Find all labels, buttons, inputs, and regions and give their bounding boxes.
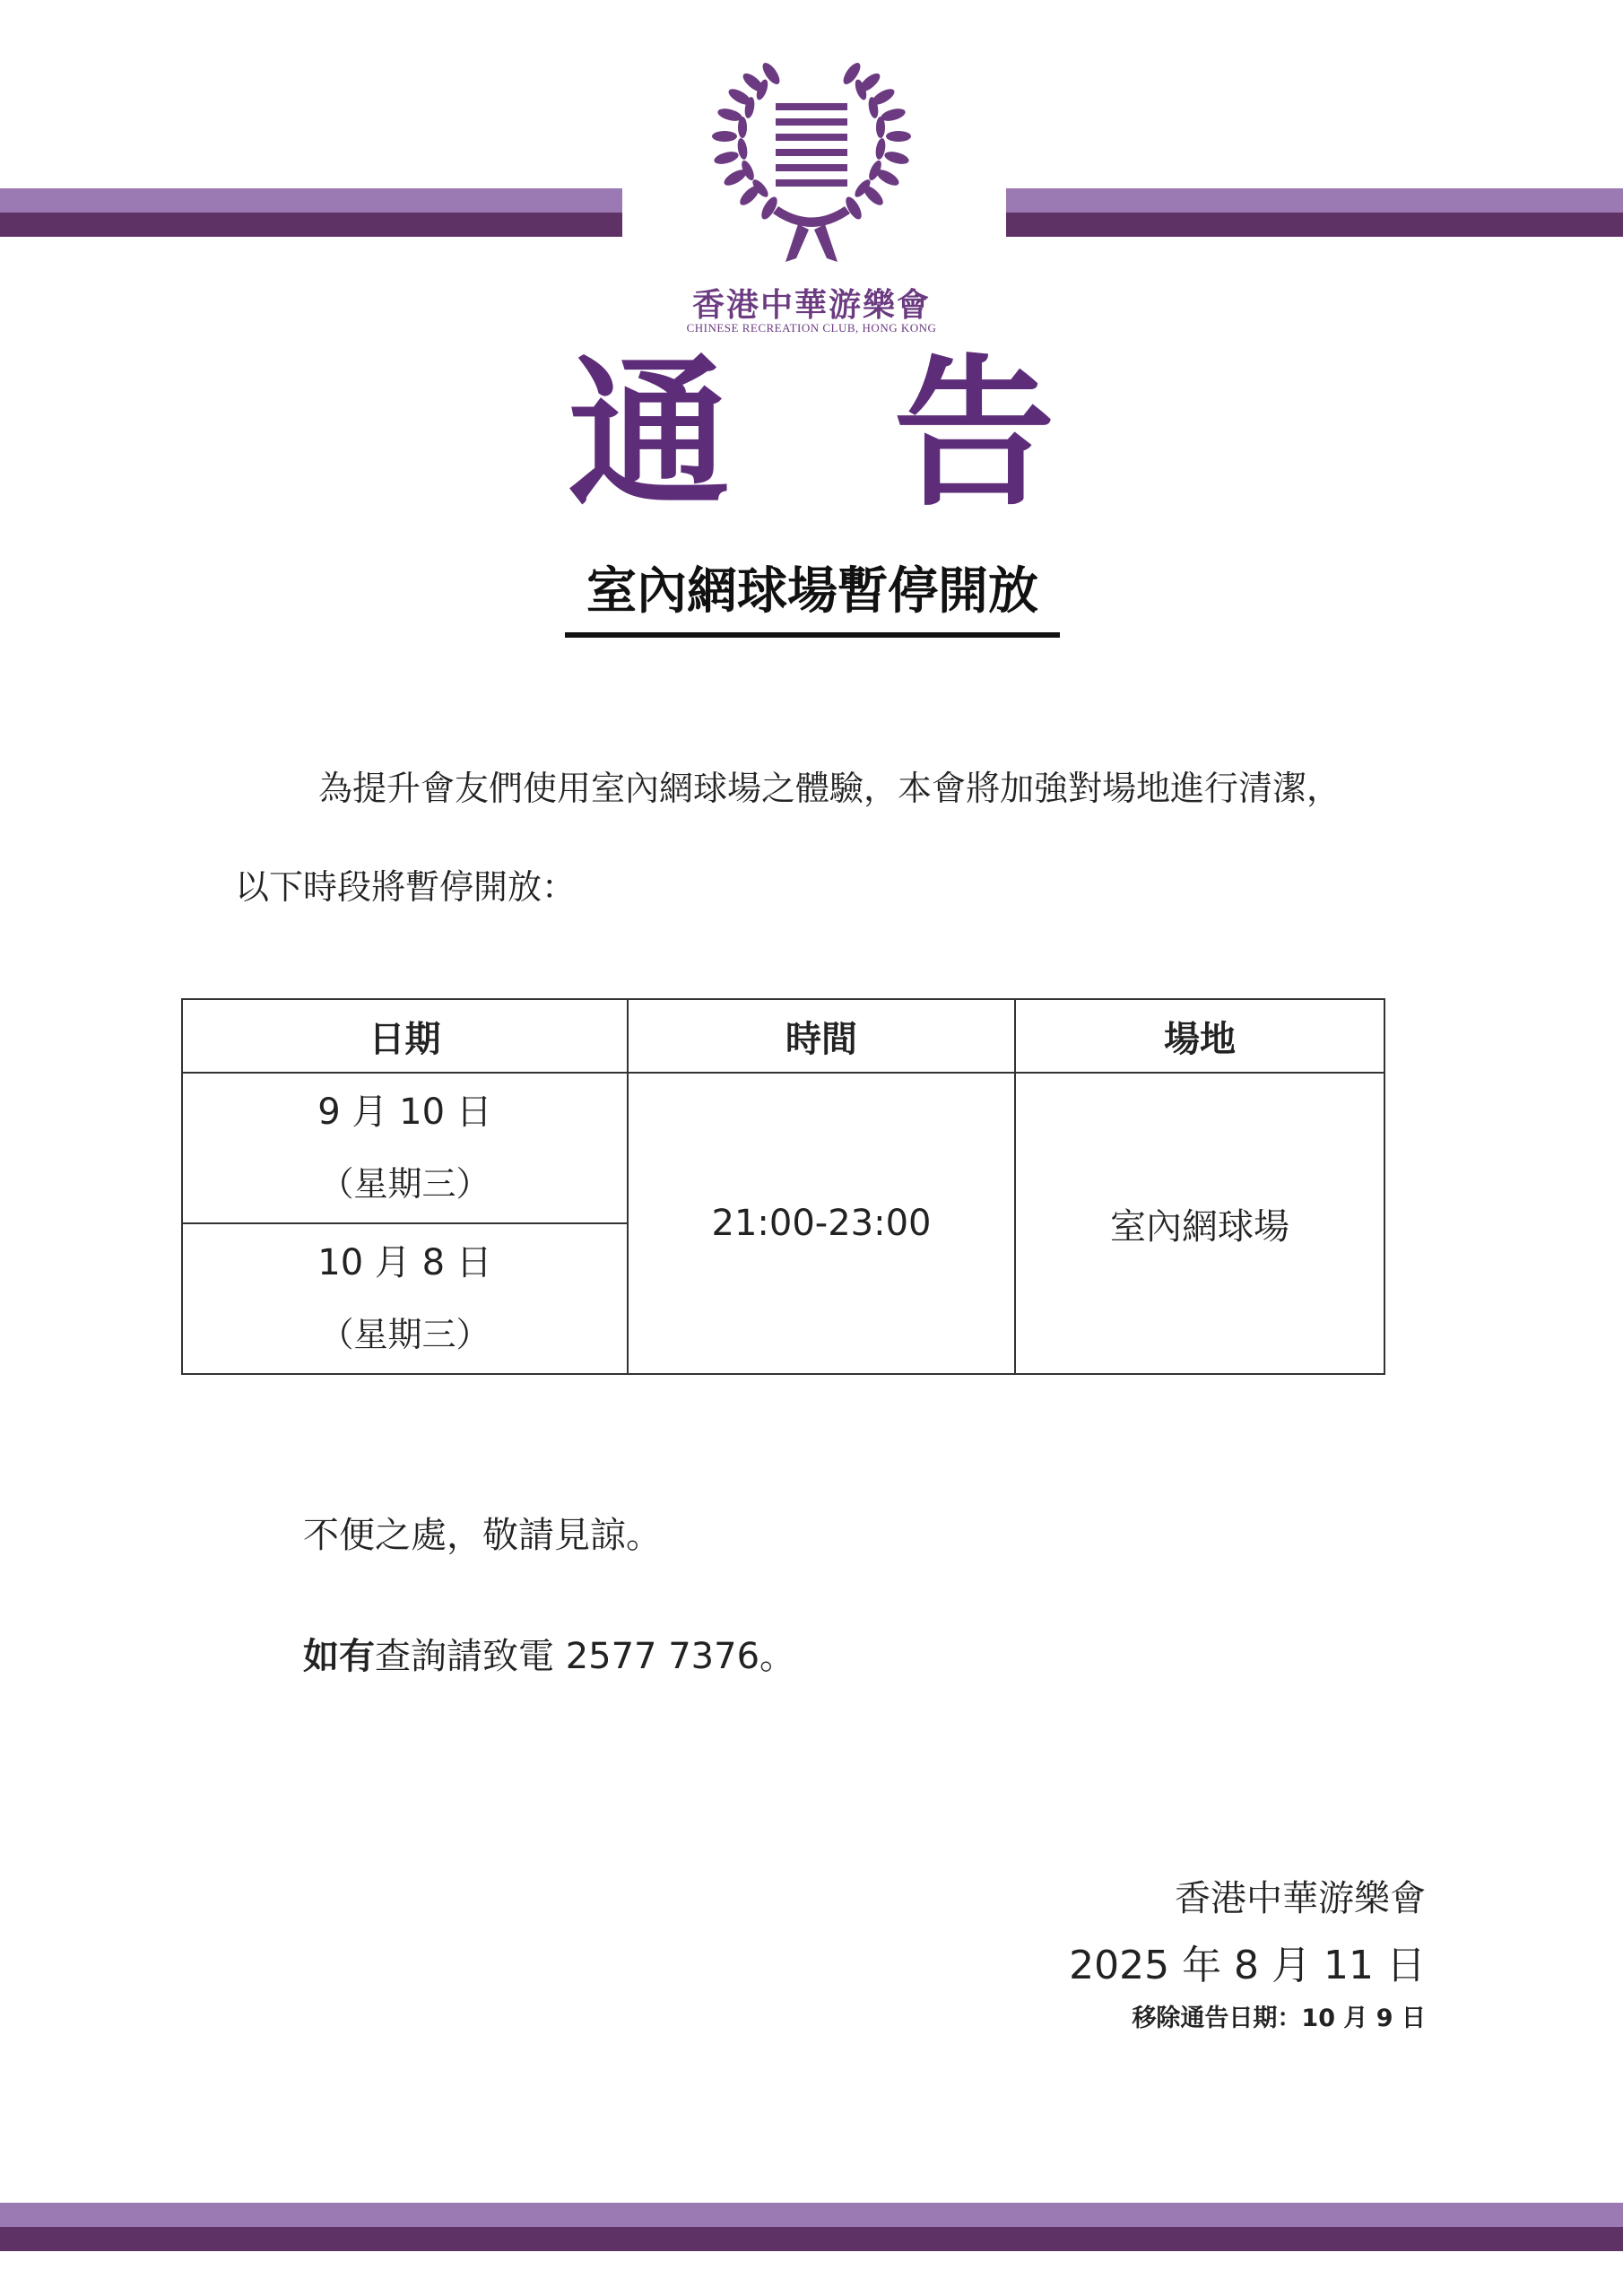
weekday-value: （星期三） xyxy=(319,1164,490,1204)
date-cell-2 xyxy=(182,1223,628,1374)
enquiry-phone: 查詢請致電 2577 7376。 xyxy=(375,1636,796,1677)
notice-subject: 室內網球場暫停開放 xyxy=(565,552,1060,638)
signature-org: 香港中華游樂會 xyxy=(1175,1878,1426,1919)
header-band-left xyxy=(0,188,622,237)
footer-band xyxy=(0,2203,1623,2251)
header-band-right xyxy=(1006,188,1623,237)
table-row xyxy=(182,1073,1384,1223)
signature-date: 2025 年 8 月 11 日 xyxy=(1069,1943,1426,1988)
date-value: 10 月 8 日 xyxy=(317,1242,492,1283)
enquiry-text xyxy=(303,1628,795,1679)
header-venue: 場地 xyxy=(1015,999,1384,1073)
club-logo-icon xyxy=(699,63,924,278)
date-cell-1 xyxy=(182,1073,628,1223)
removal-date: 移除通告日期：10 月 9 日 xyxy=(1132,2005,1426,2032)
time-cell: 21:00-23:00 xyxy=(628,1073,1015,1374)
weekday-value: （星期三） xyxy=(319,1315,490,1354)
body-paragraph-1: 為提升會友們使用室內網球場之體驗，本會將加強對場地進行清潔， xyxy=(318,769,1341,808)
org-name-zh: 香港中華游樂會 xyxy=(691,286,931,324)
schedule-table xyxy=(181,998,1385,1375)
notice-title: 通 告 xyxy=(568,341,1109,528)
body-paragraph-2: 以下時段將暫停開放： xyxy=(235,867,577,907)
date-value: 9 月 10 日 xyxy=(317,1091,492,1133)
table-header-row xyxy=(182,999,1384,1073)
header-date: 日期 xyxy=(182,999,628,1073)
header-time: 時間 xyxy=(628,999,1015,1073)
venue-cell: 室內網球場 xyxy=(1015,1073,1384,1374)
enquiry-prefix: 如有 xyxy=(303,1636,375,1677)
apology-text: 不便之處，敬請見諒。 xyxy=(303,1515,662,1556)
org-name-en: CHINESE RECREATION CLUB, HONG KONG xyxy=(686,321,937,335)
